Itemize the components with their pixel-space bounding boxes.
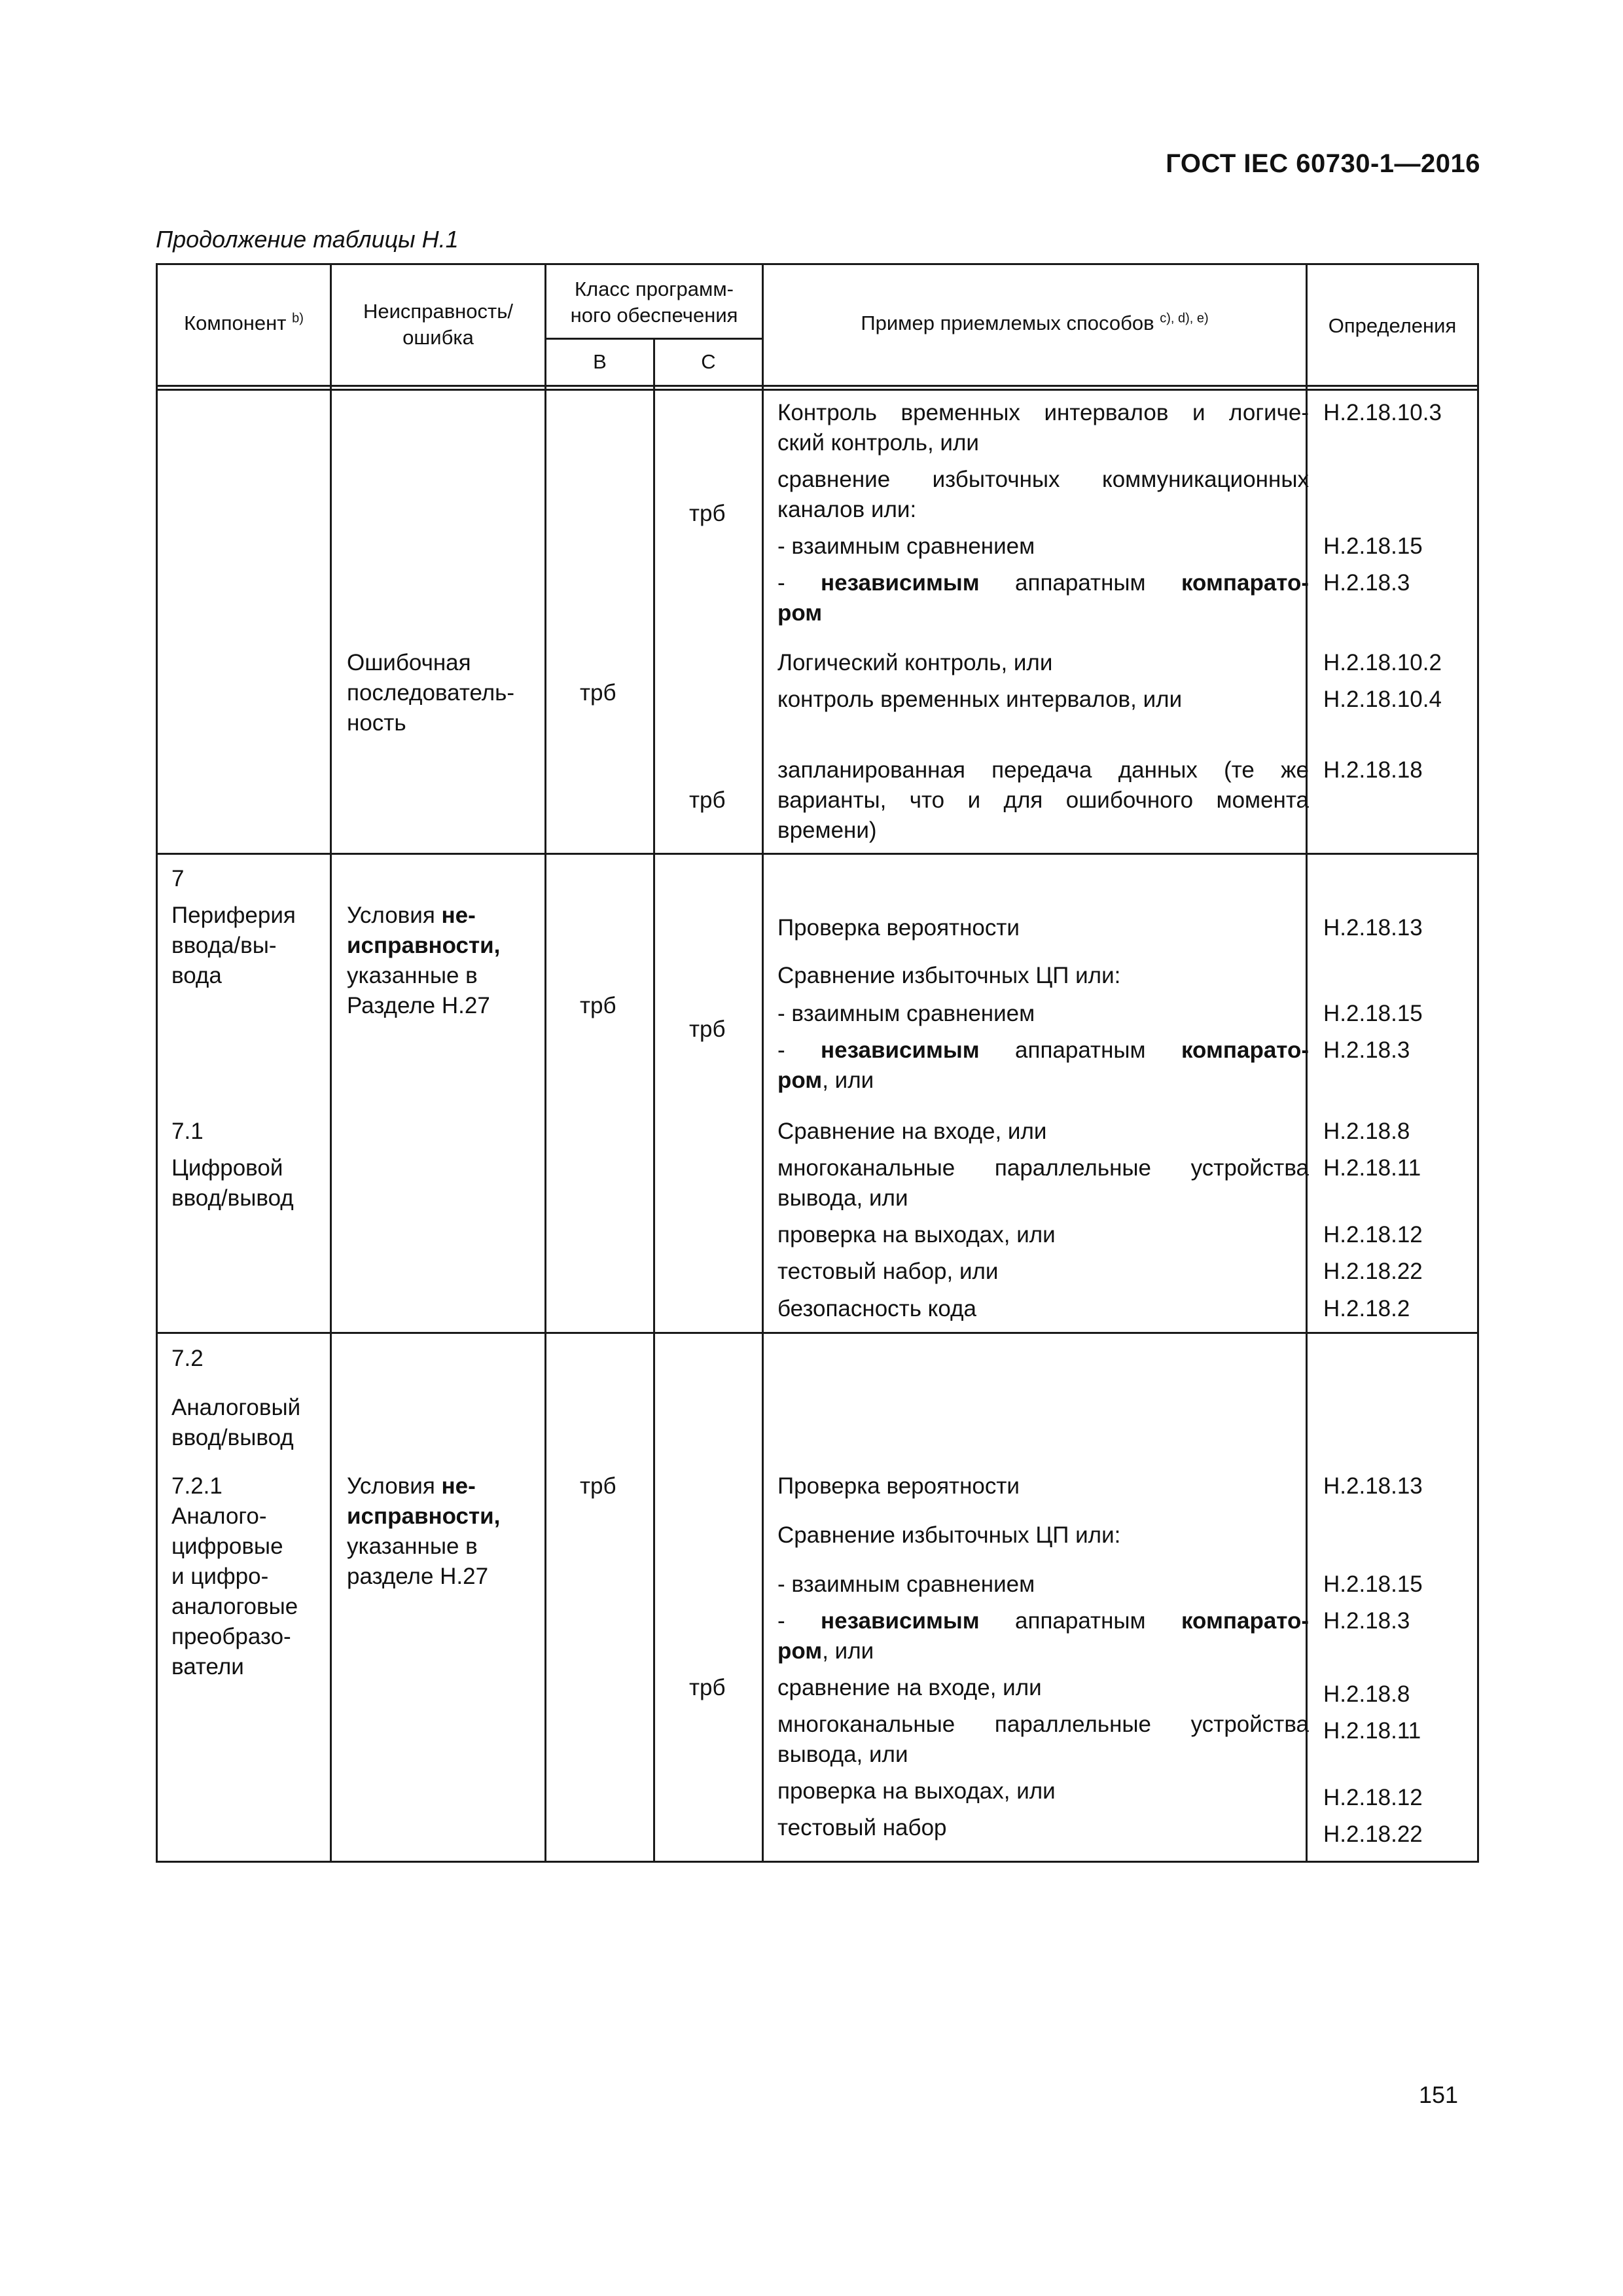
r4-comp-3: Аналого-	[171, 1503, 267, 1529]
table-border-left	[156, 263, 158, 1863]
r4-method-3: - взаимным сравнением	[777, 1571, 1035, 1597]
r3-method-7: проверка на выходах, или	[777, 1222, 1056, 1247]
r3-fault-4: Разделе H.27	[347, 993, 490, 1018]
r4-def-6: H.2.18.12	[1323, 1785, 1423, 1810]
r4-method-6b: вывода, или	[777, 1742, 908, 1767]
r4-def-7: H.2.18.22	[1323, 1821, 1423, 1847]
header-bottom-line-2	[156, 389, 1479, 391]
r2-def-1: H.2.18.10.2	[1323, 650, 1442, 675]
header-definitions: Определения	[1328, 314, 1457, 337]
r2-class-b: трб	[580, 680, 616, 706]
r1-def-3: H.2.18.3	[1323, 570, 1410, 596]
r2-method-3c: времени)	[777, 817, 877, 843]
r2-method-1: Логический контроль, или	[777, 650, 1053, 675]
r3-method-4a	[777, 1035, 1309, 1066]
r4-comp-2: ввод/вывод	[171, 1425, 294, 1450]
r3-method-3: - взаимным сравнением	[777, 1001, 1035, 1026]
r4-method-8: тестовый набор	[777, 1815, 947, 1840]
r1-m4-bold1: независимым	[821, 570, 980, 596]
header-fault-line1: Неисправность/	[363, 300, 513, 323]
col-divider-4	[762, 263, 764, 1863]
r1-method-3: - взаимным сравнением	[777, 533, 1035, 559]
r4-comp-7: преобразо-	[171, 1624, 291, 1649]
r1-method-4a	[777, 568, 1309, 598]
header-methods-label: Пример приемлемых способов	[861, 312, 1154, 334]
r1-method-2a: сравнение избыточных коммуникационных	[777, 467, 1309, 492]
table-caption: Продолжение таблицы Н.1	[156, 226, 459, 253]
header-class-b: B	[593, 350, 607, 373]
r2-method-3b: варианты, что и для ошибочного момента	[777, 787, 1309, 813]
r4-m4-dash: -	[777, 1608, 821, 1634]
r1-m4-mid: аппаратным	[979, 570, 1181, 596]
r3-m4-bold2: компарато-	[1181, 1037, 1309, 1063]
col-divider-1	[330, 263, 332, 1863]
r4-m4-mid: аппаратным	[979, 1608, 1181, 1634]
header-fault-line2: ошибка	[402, 326, 474, 349]
r3-def-7: H.2.18.22	[1323, 1259, 1423, 1284]
r4-class-b: трб	[580, 1473, 616, 1499]
r1-m4-bold2: компарато-	[1181, 570, 1309, 596]
r4-comp-5: и цифро-	[171, 1564, 269, 1589]
header-sw-class	[546, 276, 762, 329]
r4-m4-end: , или	[822, 1638, 874, 1664]
r4-comp-num: 7.2	[171, 1346, 204, 1371]
header-methods	[764, 310, 1306, 336]
r4-method-6a: многоканальные параллельные устройства	[777, 1712, 1309, 1737]
r2-method-3a: запланированная передача данных (те же	[777, 757, 1309, 783]
r4-fault-1a: Условия	[347, 1473, 442, 1499]
header-sw-class-line2: ного обеспечения	[570, 304, 738, 327]
header-methods-sup: c), d), e)	[1160, 311, 1209, 326]
r4-comp-1: Аналоговый	[171, 1395, 301, 1420]
r1-m4-dash: -	[777, 570, 821, 596]
r3-class-b: трб	[580, 993, 616, 1018]
r1-method-1a: Контроль временных интервалов и логиче-	[777, 400, 1309, 425]
r4-comp-4: цифровые	[171, 1534, 283, 1559]
r3-method-5: Сравнение на входе, или	[777, 1119, 1047, 1144]
table-border-bottom	[156, 1861, 1479, 1863]
r1-method-2b: каналов или:	[777, 497, 917, 522]
r4-method-7: проверка на выходах, или	[777, 1778, 1056, 1804]
r4-fault-1	[347, 1471, 476, 1501]
r4-m4-bold1: независимым	[821, 1608, 980, 1634]
r3-comp-1: Периферия	[171, 903, 296, 928]
r3-comp-4: Цифровой	[171, 1155, 283, 1181]
r1-method-4b: ром	[777, 600, 823, 626]
row-divider-1	[156, 853, 1479, 855]
r3-method-2: Сравнение избыточных ЦП или:	[777, 963, 1121, 988]
r4-m4-bold3: ром	[777, 1638, 823, 1664]
r3-method-1: Проверка вероятности	[777, 915, 1020, 941]
r4-method-4b	[777, 1636, 874, 1666]
r3-method-6b: вывода, или	[777, 1185, 908, 1211]
r4-fault-4: разделе H.27	[347, 1564, 489, 1589]
r3-def-8: H.2.18.2	[1323, 1296, 1410, 1321]
header-sw-class-line1: Класс программ-	[574, 278, 734, 300]
r2-def-3: H.2.18.18	[1323, 757, 1423, 783]
r3-m4-mid: аппаратным	[979, 1037, 1181, 1063]
r4-class-c: трб	[689, 1675, 726, 1700]
r3-method-9: безопасность кода	[777, 1296, 976, 1321]
r3-fault-2: исправности,	[347, 933, 501, 958]
r3-class-c: трб	[689, 1016, 726, 1042]
r3-comp-num2: 7.1	[171, 1119, 204, 1144]
r4-def-4: H.2.18.8	[1323, 1681, 1410, 1707]
r3-def-3: H.2.18.3	[1323, 1037, 1410, 1063]
r4-comp-6: аналоговые	[171, 1594, 298, 1619]
col-divider-3	[653, 338, 655, 1863]
r4-fault-1b: не-	[441, 1473, 476, 1499]
r4-method-4a	[777, 1606, 1309, 1636]
r4-method-1: Проверка вероятности	[777, 1473, 1020, 1499]
r4-comp-num2: 7.2.1	[171, 1473, 223, 1499]
r4-def-1: H.2.18.13	[1323, 1473, 1423, 1499]
r3-m4-end: , или	[822, 1067, 874, 1093]
document-id: ГОСТ IEC 60730-1—2016	[1166, 149, 1480, 178]
r1-def-2: H.2.18.15	[1323, 533, 1423, 559]
header-bottom-line	[156, 385, 1479, 387]
r4-fault-2: исправности,	[347, 1503, 501, 1529]
r4-def-3: H.2.18.3	[1323, 1608, 1410, 1634]
r3-def-6: H.2.18.12	[1323, 1222, 1423, 1247]
r3-method-6a: многоканальные параллельные устройства	[777, 1155, 1309, 1181]
row-divider-2	[156, 1332, 1479, 1334]
r3-comp-num: 7	[171, 866, 185, 891]
r4-m4-bold2: компарато-	[1181, 1608, 1309, 1634]
r3-comp-2: ввода/вы-	[171, 933, 277, 958]
r1-def-1: H.2.18.10.3	[1323, 400, 1442, 425]
r3-def-4: H.2.18.8	[1323, 1119, 1410, 1144]
r2-fault-1: Ошибочная	[347, 650, 471, 675]
r3-fault-1a: Условия	[347, 903, 442, 928]
header-component	[158, 310, 330, 336]
r3-def-2: H.2.18.15	[1323, 1001, 1423, 1026]
r3-comp-5: ввод/вывод	[171, 1185, 294, 1211]
r4-fault-3: указанные в	[347, 1534, 478, 1559]
r3-method-8: тестовый набор, или	[777, 1259, 999, 1284]
r3-method-4b	[777, 1066, 874, 1096]
r2-fault-2: последователь-	[347, 680, 515, 706]
r4-method-2: Сравнение избыточных ЦП или:	[777, 1522, 1121, 1548]
r3-comp-3: вода	[171, 963, 222, 988]
r3-m4-bold1: независимым	[821, 1037, 980, 1063]
table-border-top	[156, 263, 1479, 265]
r2-method-2: контроль временных интервалов, или	[777, 687, 1183, 712]
table-border-right	[1477, 263, 1479, 1863]
r1-class-c: трб	[689, 501, 726, 526]
col-divider-2	[544, 263, 546, 1863]
r4-comp-8: ватели	[171, 1654, 244, 1679]
r2-def-2: H.2.18.10.4	[1323, 687, 1442, 712]
r3-m4-bold3: ром	[777, 1067, 823, 1093]
header-fault	[332, 298, 544, 351]
r4-def-2: H.2.18.15	[1323, 1571, 1423, 1597]
r3-fault-1	[347, 901, 476, 931]
r2-class-c: трб	[689, 787, 726, 813]
r3-m4-dash: -	[777, 1037, 821, 1063]
r4-method-5: сравнение на входе, или	[777, 1675, 1042, 1700]
r2-fault-3: ность	[347, 710, 406, 736]
r4-def-5: H.2.18.11	[1323, 1718, 1421, 1744]
r3-def-5: H.2.18.11	[1323, 1155, 1421, 1181]
page-number: 151	[1419, 2081, 1459, 2108]
r3-fault-3: указанные в	[347, 963, 478, 988]
r1-method-1b: ский контроль, или	[777, 430, 979, 456]
header-component-label: Компонент	[184, 312, 287, 334]
header-class-c: C	[701, 350, 716, 373]
header-component-sup: b)	[292, 311, 304, 326]
r3-fault-1b: не-	[441, 903, 476, 928]
r3-def-1: H.2.18.13	[1323, 915, 1423, 941]
